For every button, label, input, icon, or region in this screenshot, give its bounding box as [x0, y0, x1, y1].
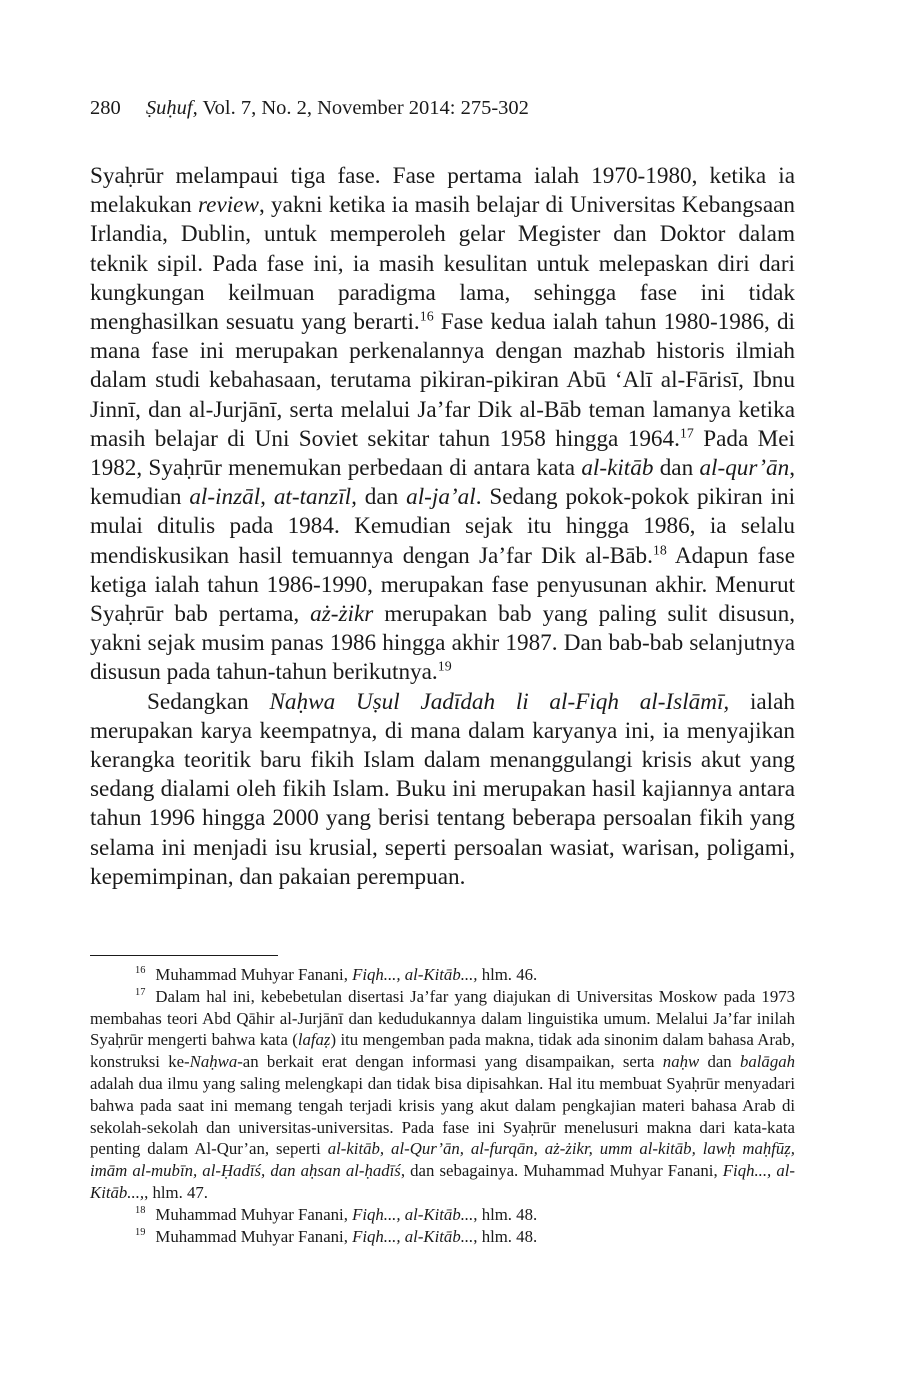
journal-citation: Vol. 7, No. 2, November 2014: 275-302 [202, 97, 529, 119]
page-number: 280 [90, 97, 121, 119]
footnotes [90, 964, 795, 1247]
footnote-17: $^{17}$ Dalam hal ini, kebebetulan disertasi Ja’far yang diajukan di Universitas Moskow pada 1973 membahas teori Abd Qāhir al-Jurjānī dan kedudukannya dalam linguistika umum. Melalui Ja’far inilah Syaḥrūr mengerti bahwa kata (lafaẓ) itu mengemban pada makna, tidak ada sinonim dalam bahasa Arab, konstruksi ke-Naḥwa-an berkait erat dengan informasi yang disampaikan, serta naḥw dan balāgah adalah dua ilmu yang saling melengkapi dan tidak bisa dipisahkan. Hal itu membuat Syaḥrūr menyadari bahwa pada saat ini memang tengah terjadi krisis yang akut dalam pengkajian materi bahasa Arab di sekolah-sekolah dan universitas-universitas. Pada fase ini Syaḥrūr menelusuri makna dari kata-kata penting dalam Al-Qur’an, seperti al-kitāb, al-Qur’ān, al-furqān, aż-żikr, umm al-kitāb, lawḥ maḥfūẓ, imām al-mubīn, al-Ḥadīś, dan aḥsan al-ḥadīś, dan sebagainya. Muhammad Muhyar Fanani, Fiqh..., al-Kitāb...,, hlm. 47. [90, 986, 796, 1202]
footnote-ref-17: 17 [679, 426, 694, 442]
footnote-ref-18: 18 [652, 542, 667, 558]
running-header [90, 97, 529, 120]
body-text [90, 162, 795, 892]
paragraph-1: Syaḥrūr melampaui tiga fase. Fase pertama ialah 1970-1980, ketika ia melakukan review, yakni ketika ia masih belajar di Universitas Kebangsaan Irlandia, Dublin, untuk memperoleh gelar Megister dan Doktor dalam teknik sipil. Pada fase ini, ia masih kesulitan untuk melepaskan diri dari kungkungan keilmuan paradigma lama, sehingga fase ini tidak menghasilkan sesuatu yang berarti.$^{16}$ Fase kedua ialah tahun 1980-1986, di mana fase ini merupakan perkenalannya dengan mazhab historis ilmiah dalam studi kebahasaan, terutama pikiran-pikiran Abū ‘Alī al-Fārisī, Ibnu Jinnī, dan al-Jurjānī, serta melalui Ja’far Dik al-Bāb teman lamanya ketika masih belajar di Uni Soviet sekitar tahun 1958 hingga 1964.17 Pada Mei 1982, Syaḥrūr menemukan perbedaan di antara kata al-kitāb dan al-qur’ān, kemudian al-inzāl, at-tanzīl, dan al-ja’al. Sedang pokok-pokok pikiran ini mulai ditulis pada 1984. Kemudian sejak itu hingga 1986, ia selalu mendiskusikan hasil temuannya dengan Ja’far Dik al-Bāb.$^{18}$ Adapun fase ketiga ialah tahun 1986-1990, merupakan fase penyusunan akhir. Menurut Syaḥrūr bab pertama, aż-żikr merupakan bab yang paling sulit disusun, yakni sejak musim panas 1986 hingga akhir 1987. Dan bab-bab selanjutnya disusun pada tahun-tahun berikutnya.$^{19}$ [90, 163, 796, 686]
footnote-18: $^{18}$ Muhammad Muhyar Fanani, Fiqh..., al-Kitāb..., hlm. 48. [135, 1204, 538, 1224]
journal-name: Ṣuḥuf, [145, 97, 198, 119]
footnote-16: $^{16}$ Muhammad Muhyar Fanani, Fiqh..., al-Kitāb..., hlm. 46. [135, 965, 538, 984]
footnote-ref-19: 19 [437, 659, 452, 675]
footnote-divider [90, 955, 278, 956]
paragraph-2: Sedangkan Naḥwa Uṣul Jadīdah li al-Fiqh al-Islāmī, ialah merupakan karya keempatnya, di mana dalam karyanya ini, ia menyajikan kerangka teoritik baru fikih Islam dalam menanggulangi krisis akut yang sedang dialami oleh fikih Islam. Buku ini merupakan hasil kajiannya antara tahun 1996 hingga 2000 yang berisi tentang beberapa persoalan fikih yang selama ini menjadi isu krusial, seperti persoalan wasiat, warisan, poligami, kepemimpinan, dan pakaian perempuan. [90, 688, 796, 890]
footnote-ref-16: 16 [419, 309, 434, 325]
footnote-19: $^{19}$ Muhammad Muhyar Fanani, Fiqh..., al-Kitāb..., hlm. 48. [135, 1226, 538, 1246]
